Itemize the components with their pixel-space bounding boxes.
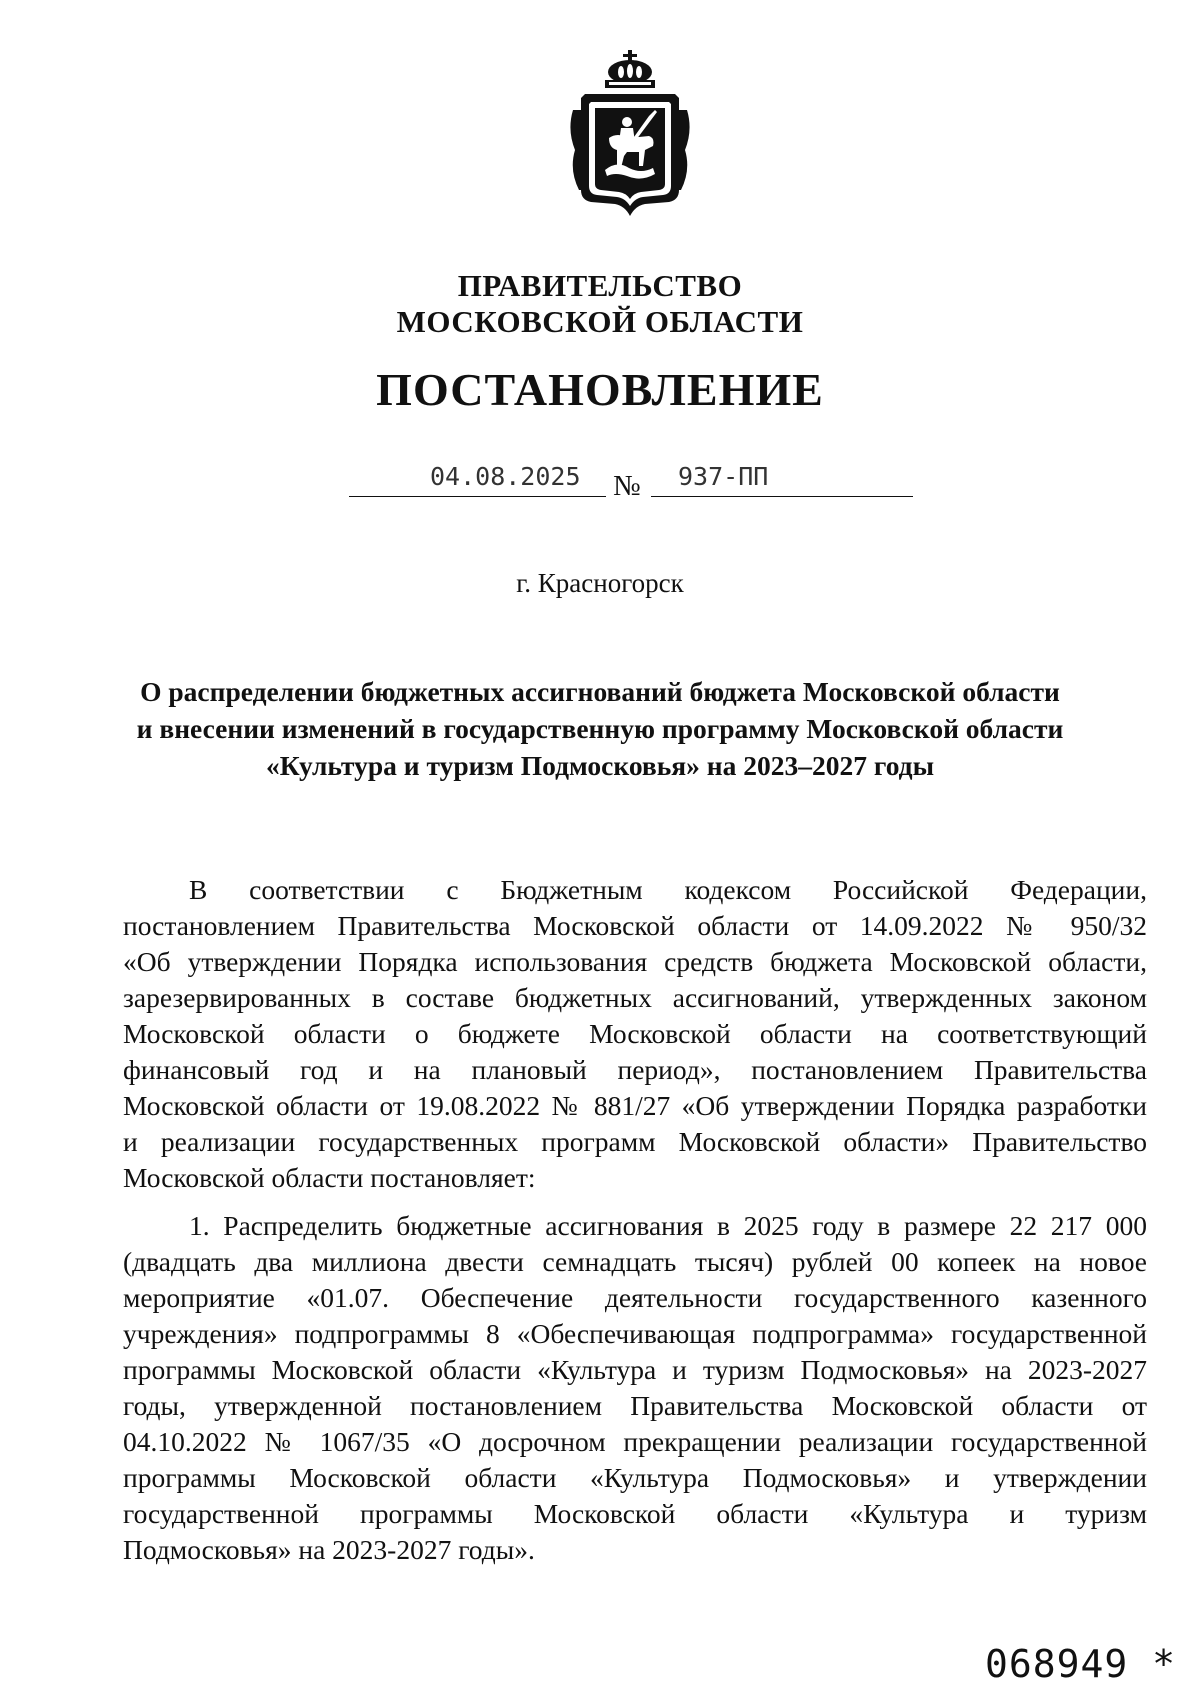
body-text-line: годы, утвержденной постановлением Правительства Московской области от xyxy=(123,1390,1147,1421)
body-text-line: мероприятие «01.07. Обеспечение деятельности государственного казенного xyxy=(123,1282,1147,1313)
body-text-line: «Об утверждении Порядка использования средств бюджета Московской области, xyxy=(123,946,1147,977)
document-type-heading: ПОСТАНОВЛЕНИЕ xyxy=(376,364,824,415)
number-sign: № xyxy=(613,470,641,502)
document-number: 937-ПП xyxy=(678,462,769,491)
city-name: г. Красногорск xyxy=(516,568,684,598)
body-text-line: Московской области постановляет: xyxy=(123,1162,536,1193)
body-text-line: постановлением Правительства Московской области от 14.09.2022 № 950/32 xyxy=(123,910,1147,941)
body-text-line: учреждения» подпрограммы 8 «Обеспечивающая подпрограмма» государственной xyxy=(123,1318,1147,1349)
body-text-line: Московской области от 19.08.2022 № 881/27 «Об утверждении Порядка разработки xyxy=(123,1090,1147,1121)
body-text-line: 1. Распределить бюджетные ассигнования в 2025 году в размере 22 217 000 xyxy=(189,1210,1147,1241)
body-text-line: программы Московской области «Культура Подмосковья» и утверждении xyxy=(123,1462,1147,1493)
document-date: 04.08.2025 xyxy=(430,462,581,491)
number-underline xyxy=(651,496,913,497)
body-text-line: Подмосковья» на 2023-2027 годы». xyxy=(123,1534,535,1565)
body-text-line: В соответствии с Бюджетным кодексом Российской Федерации, xyxy=(189,874,1147,905)
body-text-line: и реализации государственных программ Московской области» Правительство xyxy=(123,1126,1147,1157)
body-text-line: (двадцать два миллиона двести семнадцать тысяч) рублей 00 копеек на новое xyxy=(123,1246,1147,1277)
date-underline xyxy=(349,496,606,497)
coat-of-arms-emblem xyxy=(565,50,695,218)
document-title-line: «Культура и туризм Подмосковья» на 2023–2027 годы xyxy=(265,750,935,781)
body-text-line: финансовый год и на плановый период», постановлением Правительства xyxy=(123,1054,1147,1085)
document-serial-number xyxy=(985,1642,1176,1686)
body-text-line: государственной программы Московской области «Культура и туризм xyxy=(123,1498,1147,1529)
serial-digits: 068949 xyxy=(985,1642,1129,1686)
document-title-line: О распределении бюджетных ассигнований бюджета Московской области xyxy=(140,676,1060,707)
body-text-line: программы Московской области «Культура и туризм Подмосковья» на 2023-2027 xyxy=(123,1354,1147,1385)
organization-name-line2: МОСКОВСКОЙ ОБЛАСТИ xyxy=(396,304,804,339)
organization-name-line1: ПРАВИТЕЛЬСТВО xyxy=(457,268,743,303)
document-title-line: и внесении изменений в государственную программу Московской области xyxy=(136,713,1064,744)
body-text-line: 04.10.2022 № 1067/35 «О досрочном прекращении реализации государственной xyxy=(123,1426,1147,1457)
serial-mark: * xyxy=(1152,1642,1177,1686)
body-text-line: Московской области о бюджете Московской области на соответствующий xyxy=(123,1018,1147,1049)
body-text-line: зарезервированных в составе бюджетных ассигнований, утвержденных законом xyxy=(123,982,1147,1013)
